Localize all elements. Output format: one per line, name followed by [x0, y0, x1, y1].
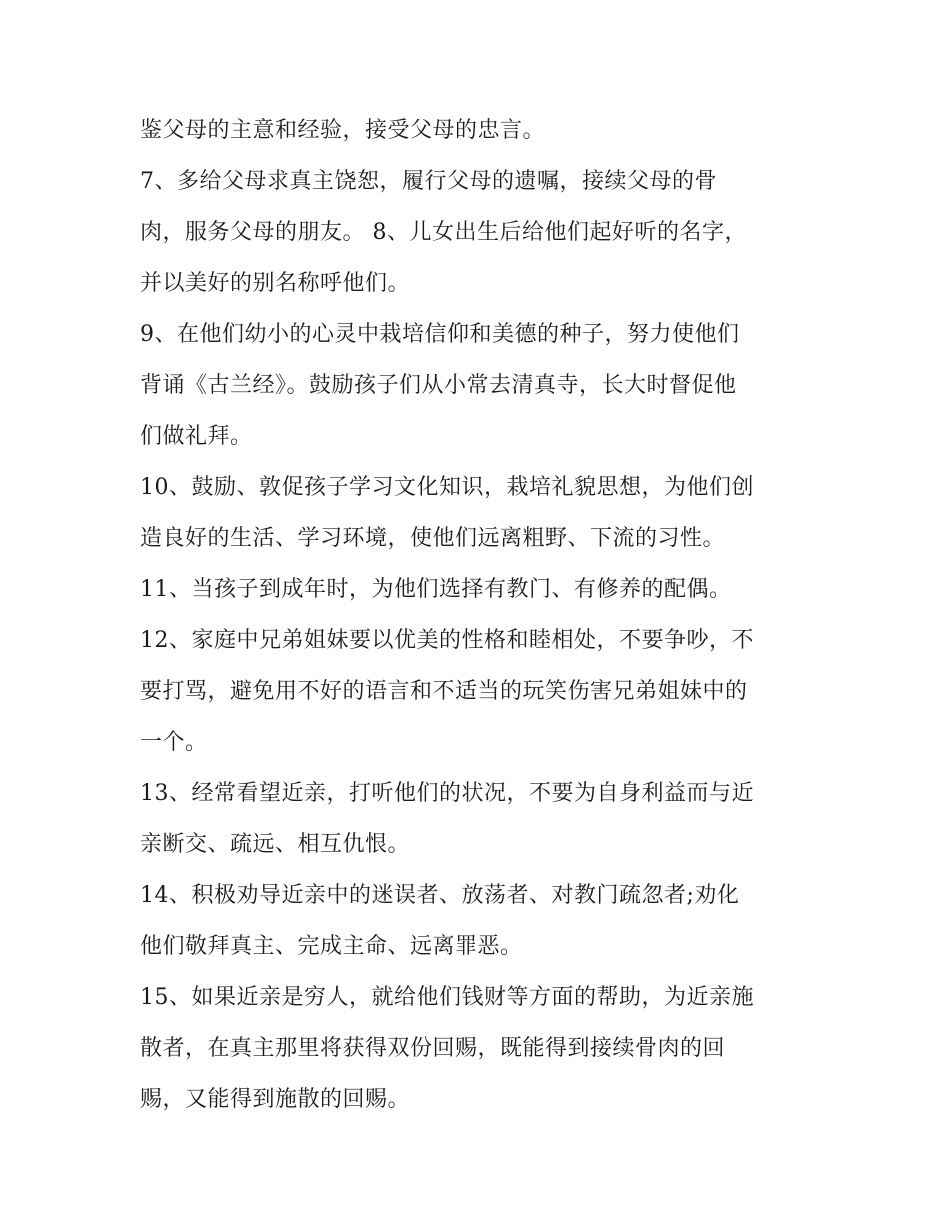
paragraph-item-14 [140, 870, 820, 972]
text-line: 们做礼拜。 [140, 424, 253, 449]
text-line: 要打骂，避免用不好的语言和不适当的玩笑伤害兄弟姐妹中的 [140, 679, 748, 704]
text-line: 背诵《古兰经》。鼓励孩子们从小常去清真寺，长大时督促他 [140, 373, 737, 398]
text-line: 肉，服务父母的朋友。 8、儿女出生后给他们起好听的名字， [140, 220, 747, 245]
paragraph-item-7 [140, 156, 820, 309]
paragraph-item-15 [140, 972, 820, 1125]
text-line: 一个。 [140, 730, 208, 755]
text-line: 12、家庭中兄弟姐妹要以优美的性格和睦相处，不要争吵，不 [140, 628, 754, 653]
text-line: 亲断交、疏远、相互仇恨。 [140, 832, 411, 857]
text-line: 11、当孩子到成年时，为他们选择有教门、有修养的配偶。 [140, 577, 732, 602]
text-line: 并以美好的别名称呼他们。 [140, 271, 411, 296]
paragraph-continuation [140, 105, 820, 156]
paragraph-item-10 [140, 462, 820, 564]
text-line: 15、如果近亲是穷人，就给他们钱财等方面的帮助，为近亲施 [140, 985, 754, 1010]
text-line: 鉴父母的主意和经验，接受父母的忠言。 [140, 118, 546, 143]
text-line: 赐，又能得到施散的回赐。 [140, 1087, 411, 1112]
text-line: 10、鼓励、敦促孩子学习文化知识，栽培礼貌思想，为他们创 [140, 475, 754, 500]
text-line: 13、经常看望近亲，打听他们的状况，不要为自身利益而与近 [140, 781, 754, 806]
text-line: 他们敬拜真主、完成主命、远离罪恶。 [140, 934, 523, 959]
paragraph-item-9 [140, 309, 820, 462]
paragraph-item-11 [140, 564, 820, 615]
text-line: 14、积极劝导近亲中的迷误者、放荡者、对教门疏忽者;劝化 [140, 883, 740, 908]
text-line: 7、多给父母求真主饶恕，履行父母的遗嘱，接续父母的骨 [140, 169, 717, 194]
paragraph-item-12 [140, 615, 820, 768]
paragraph-item-13 [140, 768, 820, 870]
text-line: 9、在他们幼小的心灵中栽培信仰和美德的种子，努力使他们 [140, 322, 740, 347]
document-body [140, 105, 820, 1125]
text-line: 散者，在真主那里将获得双份回赐，既能得到接续骨肉的回 [140, 1036, 726, 1061]
text-line: 造良好的生活、学习环境，使他们远离粗野、下流的习性。 [140, 526, 726, 551]
